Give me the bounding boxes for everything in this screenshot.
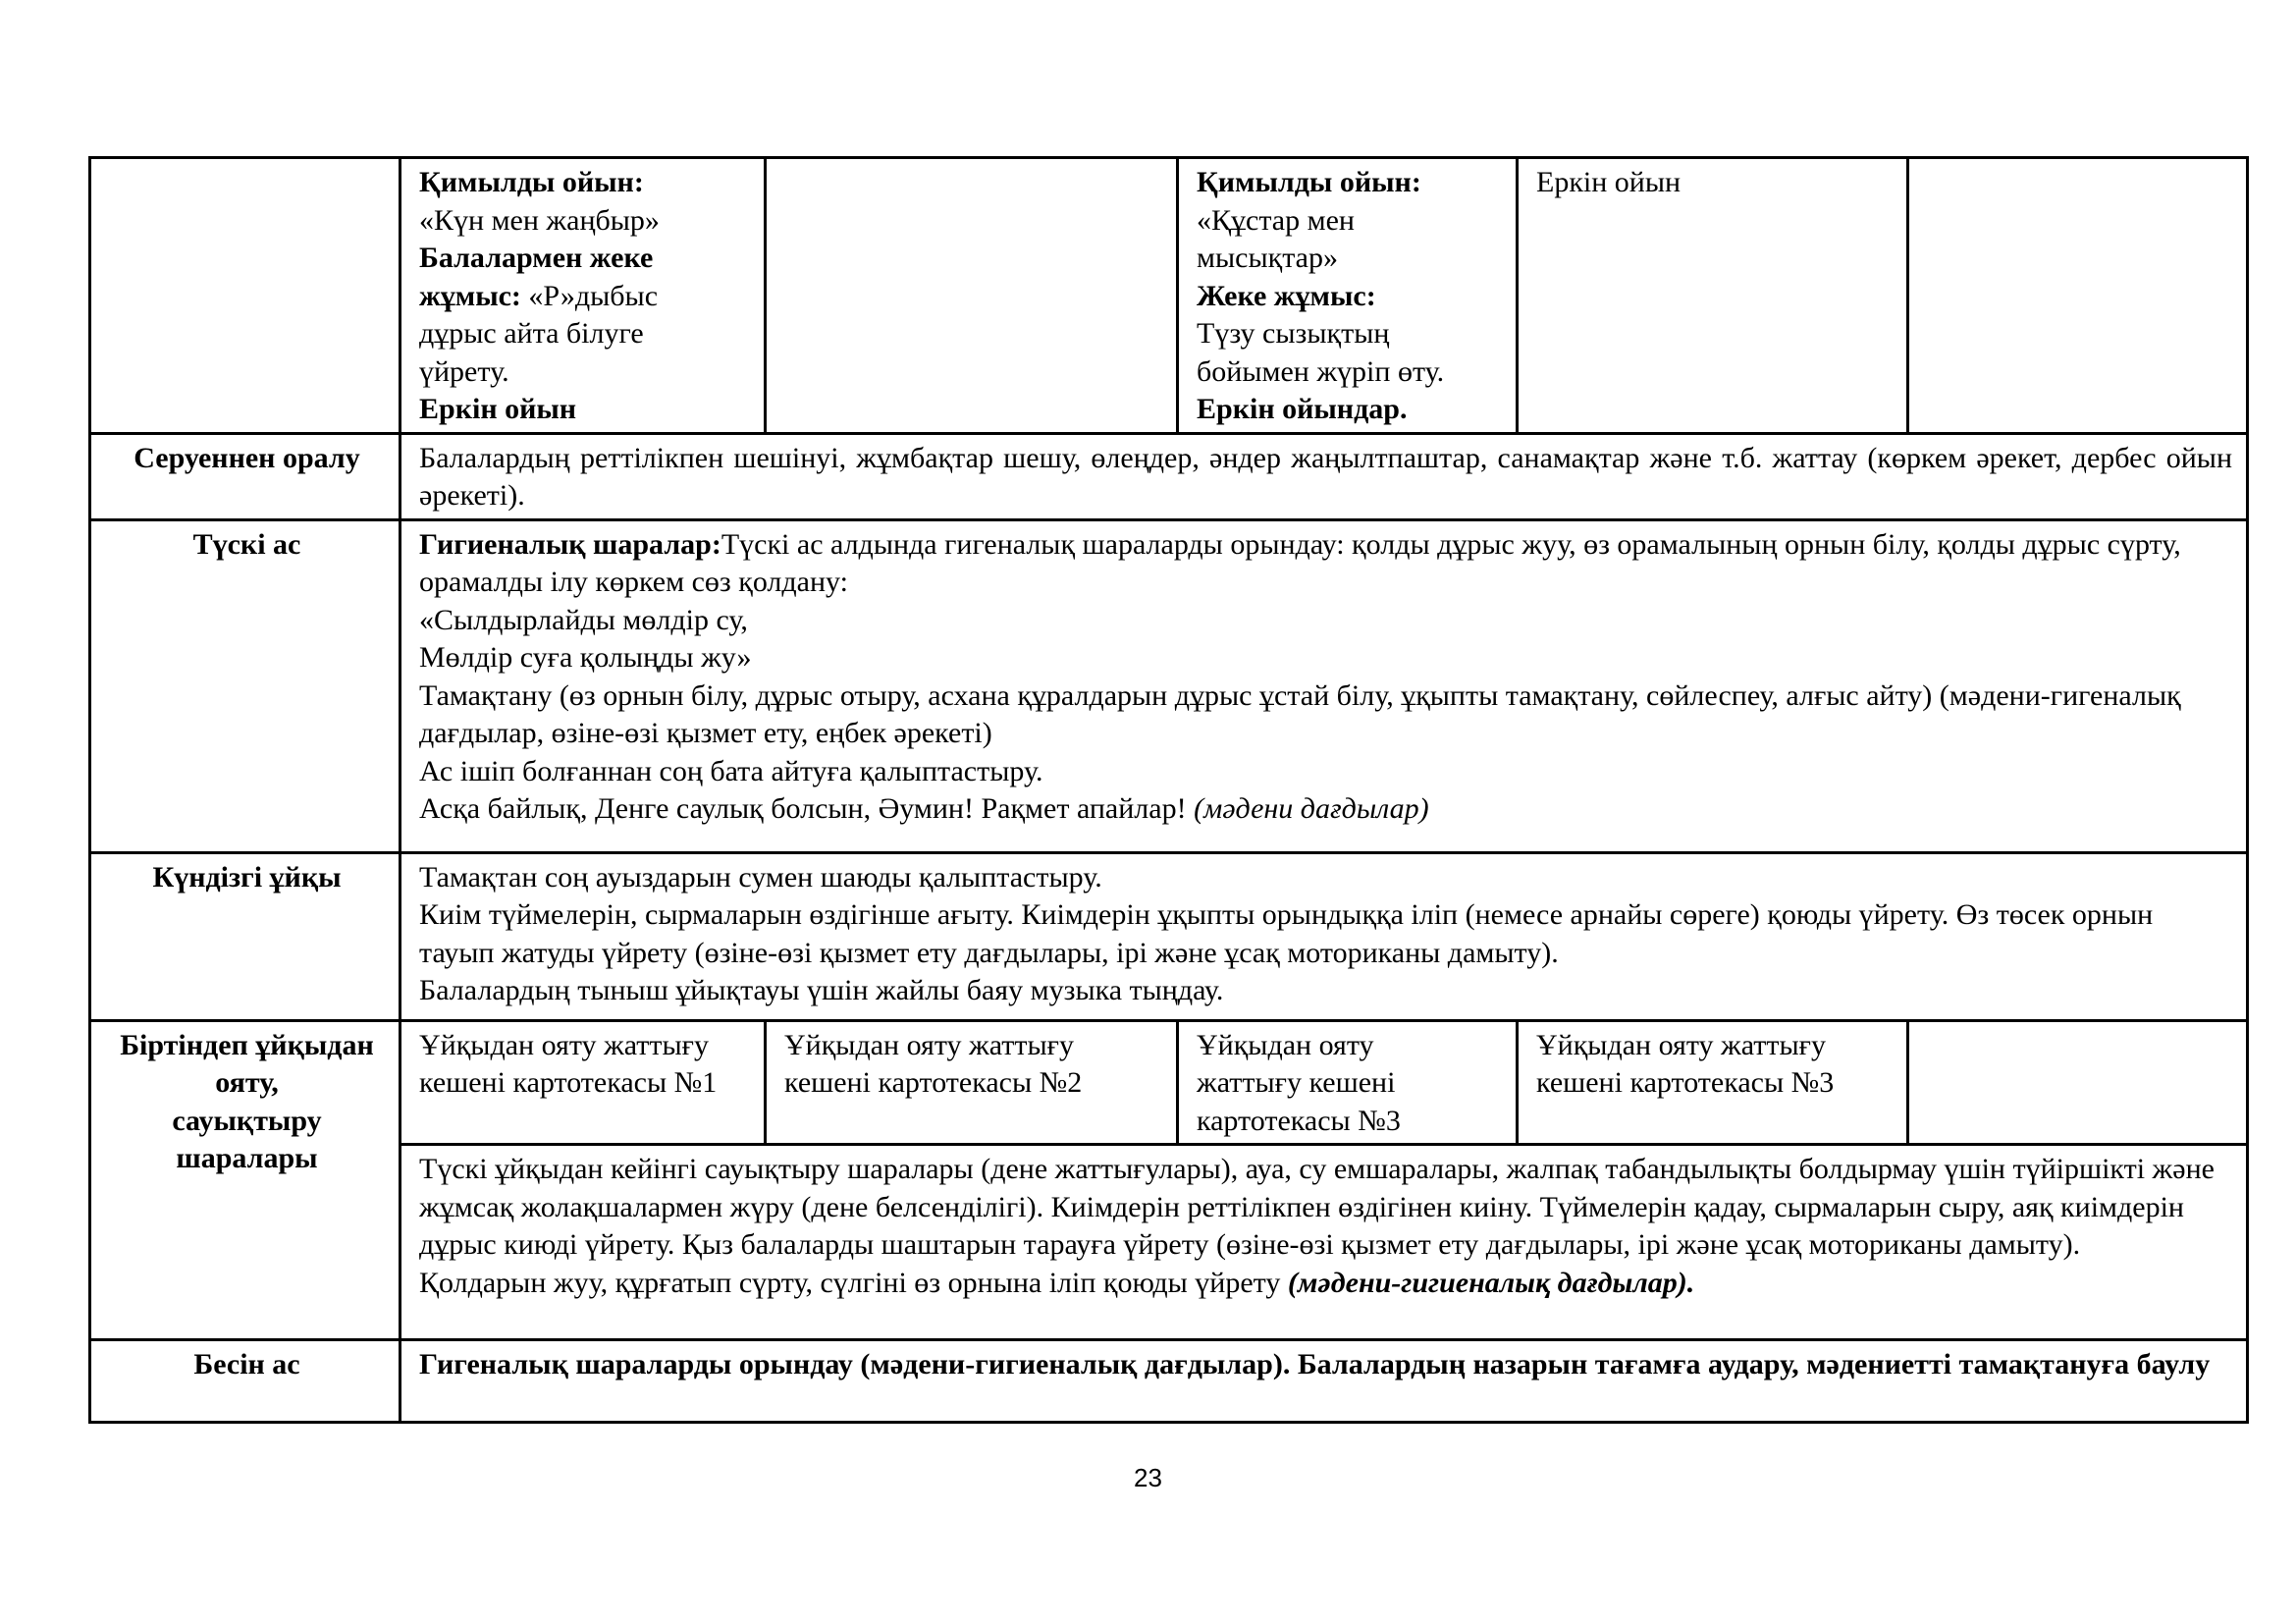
- lunch-label: Түскі ас: [90, 519, 400, 852]
- wednesday-wake-line-2: жаттығу кешені: [1197, 1066, 1396, 1099]
- snack-label: Бесін ас: [90, 1340, 400, 1423]
- wake-up-label-line-1: Біртіндеп ұйқыдан: [120, 1028, 374, 1061]
- wake-up-closing: [419, 1265, 2232, 1303]
- nap-row: [90, 852, 2248, 1020]
- walk-continuation-row: [90, 158, 2248, 434]
- wake-up-label-line-2: ояту,: [215, 1066, 279, 1099]
- return-from-walk-row: [90, 433, 2248, 519]
- individual-work-text-part2: бойымен жүріп өту.: [1197, 354, 1445, 388]
- individual-work-heading: Жеке жұмыс:: [1197, 279, 1376, 312]
- nap-label: Күндізгі ұйқы: [90, 852, 400, 1020]
- nap-line-3: Балалардың тыныш ұйықтауы үшін жайлы баяу музыка тыңдау.: [419, 974, 1224, 1006]
- wake-up-closing-text: Қолдарын жуу, құрғатып сүрту, сүлгіні өз орнына іліп қоюды үйрету: [419, 1266, 1288, 1299]
- wake-up-closing-note: (мәдени-гигиеналық дағдылар).: [1287, 1266, 1695, 1299]
- nap-content: [400, 852, 2248, 1020]
- wednesday-walk-cell: [1178, 158, 1518, 434]
- poem-line-1: «Сылдырлайды мөлдір су,: [419, 603, 748, 636]
- tuesday-wake-line-2: кешені картотекасы №2: [784, 1066, 1083, 1099]
- nap-line-1: Тамақтан соң ауыздарын сумен шаюды қалыптастыру.: [419, 860, 1102, 893]
- blessing-text: Асқа байлық, Денге саулық болсын, Әумин! Рақмет апайлар!: [419, 792, 1195, 825]
- nap-line-2: Киім түймелерін, сырмаларын өздігінше ағыту. Киімдерін ұқыпты орындыққа іліп (немесе арнайы сөреге) қоюды үйрету. Өз төсек орнын тауып жатуды үйрету (өзіне-өзі қызмет ету дағдылары, ірі және ұсақ моториканы дамыту).: [419, 898, 2154, 969]
- tuesday-wake-line-1: Ұйқыдан ояту жаттығу: [784, 1028, 1074, 1061]
- lunch-row: [90, 519, 2248, 852]
- wake-up-details-text: Түскі ұйқыдан кейінгі сауықтыру шаралары (дене жаттығулары), ауа, су емшаралары, жалпақ табандылықты болдырмау үшін түйіршікті және жұмсақ жолақшалармен жүру (дене белсенділігі). Киімдерін реттілікпен өздігінен киіну. Түймелерін қадау, сырмаларын сыру, аяқ киімдерін дұрыс киюді үйрету. Қыз балаларды шаштарын тарауға үйрету (өзіне-өзі қызмет ету дағдылары, ірі және ұсақ моториканы дамыту).: [419, 1153, 2215, 1261]
- tuesday-walk-cell: [766, 158, 1178, 434]
- lunch-content: [400, 519, 2248, 852]
- thursday-wake-cell: [1518, 1020, 1908, 1145]
- movement-game-heading: Қимылды ойын:: [419, 166, 644, 198]
- friday-walk-cell: [1908, 158, 2248, 434]
- wednesday-wake-cell: [1178, 1020, 1518, 1145]
- individual-work-heading-part2: жұмыс:: [419, 279, 521, 312]
- individual-work-text-part1: «Р»дыбыс: [520, 279, 659, 312]
- blessing-instruction: Ас ішіп болғаннан соң бата айтуға қалыптастыру.: [419, 754, 1043, 787]
- wake-up-label: [90, 1020, 400, 1340]
- wake-up-label-line-3: сауықтыру: [172, 1104, 322, 1137]
- eating-paragraph: Тамақтану (өз орнын білу, дұрыс отыру, асхана құралдарын дұрыс ұстай білу, ұқыпты тамақтану, сөйлеспеу, алғыс айту) (мәдени-гигеналық дағдылар, өзіне-өзі қызмет ету, еңбек әрекеті): [419, 678, 2181, 749]
- monday-wake-line-2: кешені картотекасы №1: [419, 1066, 718, 1099]
- hygiene-heading: Гигиеналық шаралар:: [419, 527, 721, 561]
- thursday-wake-line-2: кешені картотекасы №3: [1536, 1066, 1835, 1099]
- snack-row: [90, 1340, 2248, 1423]
- movement-game-title-part2: мысықтар»: [1197, 242, 1338, 274]
- monday-wake-cell: [400, 1020, 766, 1145]
- friday-wake-cell: [1908, 1020, 2248, 1145]
- free-play-heading: Еркін ойын: [419, 393, 577, 425]
- page-number: 23: [1134, 1463, 1162, 1492]
- wake-up-label-line-4: шаралары: [176, 1142, 318, 1174]
- individual-work-text-part2: дұрыс айта білуге: [419, 317, 644, 350]
- wednesday-wake-line-1: Ұйқыдан ояту: [1197, 1028, 1374, 1061]
- movement-game-title: «Күн мен жаңбыр»: [419, 203, 660, 237]
- free-games-heading: Еркін ойындар.: [1197, 393, 1408, 425]
- monday-walk-cell: [400, 158, 766, 434]
- wake-up-details: [400, 1145, 2248, 1340]
- thursday-walk-cell: [1518, 158, 1908, 434]
- walk-label-cell: [90, 158, 400, 434]
- snack-text: Гигеналық шараларды орындау (мәдени-гигиеналық дағдылар). Балалардың назарын тағамға аудару, мәдениетті тамақтануға баулу: [400, 1340, 2248, 1423]
- hygiene-text: Түскі ас алдында гигеналық шараларды орындау: қолды дұрыс жуу, өз орамалының орнын білу, қолды дұрыс сүрту, орамалды ілу көркем сөз қолдану:: [419, 527, 2181, 598]
- movement-game-heading: Қимылды ойын:: [1197, 166, 1421, 198]
- return-from-walk-text: Балалардың реттілікпен шешінуі, жұмбақтар шешу, өлеңдер, әндер жаңылтпаштар, санамақтар және т.б. жаттау (көркем әрекет, дербес ойын әрекеті).: [400, 433, 2248, 519]
- wake-up-details-row: [90, 1145, 2248, 1340]
- return-from-walk-label: Серуеннен оралу: [90, 433, 400, 519]
- daily-schedule-table: [88, 156, 2249, 1424]
- hygiene-paragraph: [419, 526, 2232, 602]
- blessing-note: (мәдени дағдылар): [1194, 792, 1429, 825]
- individual-work-text-part3: үйрету.: [419, 354, 509, 388]
- poem-line-2: Мөлдір суға қолыңды жу»: [419, 641, 752, 674]
- wednesday-wake-line-3: картотекасы №3: [1197, 1104, 1401, 1137]
- wake-up-row: [90, 1020, 2248, 1145]
- individual-work-heading-part1: Балалармен жеке: [419, 242, 654, 274]
- tuesday-wake-cell: [766, 1020, 1178, 1145]
- individual-work-text-part1: Түзу сызықтың: [1197, 317, 1390, 350]
- blessing-paragraph: [419, 790, 2232, 829]
- monday-wake-line-1: Ұйқыдан ояту жаттығу: [419, 1028, 709, 1061]
- movement-game-title-part1: «Құстар мен: [1197, 203, 1355, 237]
- thursday-wake-line-1: Ұйқыдан ояту жаттығу: [1536, 1028, 1826, 1061]
- free-play-text: Еркін ойын: [1536, 166, 1682, 198]
